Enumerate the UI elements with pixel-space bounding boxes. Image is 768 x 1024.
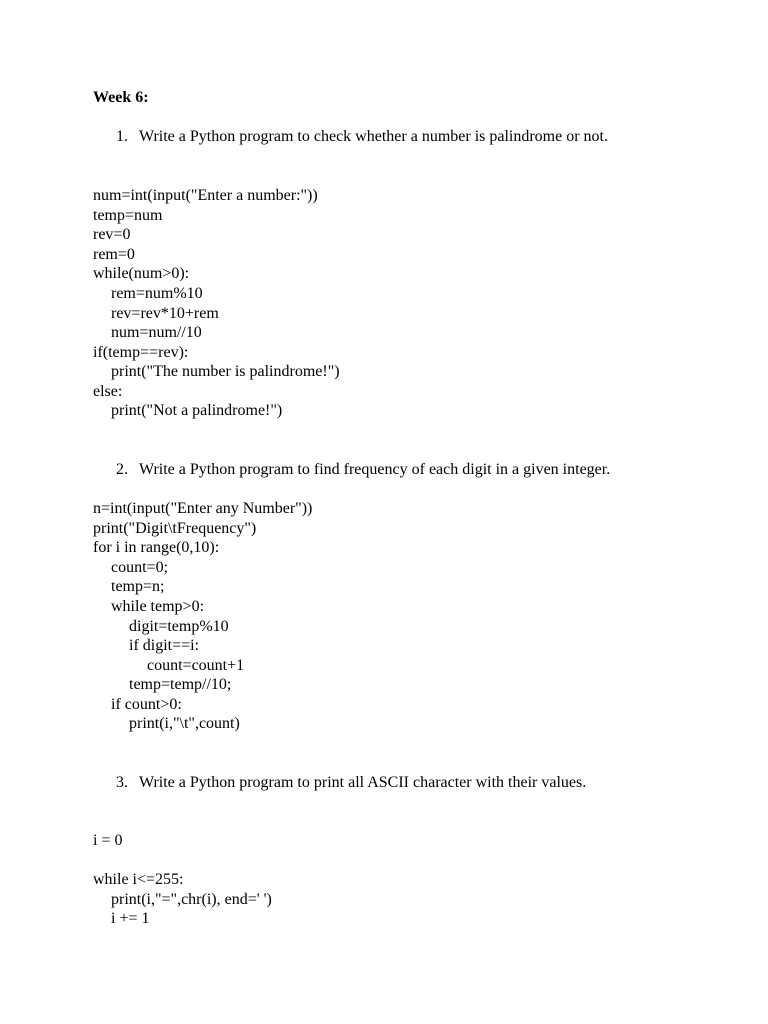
code-line: rev=0 <box>93 226 131 243</box>
question-text: Write a Python program to print all ASCII character with their values. <box>139 774 587 791</box>
code-line: print(i,"\t",count) <box>129 715 240 732</box>
code-line: if(temp==rev): <box>93 344 189 361</box>
code-line: if count>0: <box>111 696 182 713</box>
code-line: for i in range(0,10): <box>93 539 220 556</box>
code-line: temp=num <box>93 207 163 224</box>
question-2 <box>116 460 610 480</box>
code-line: temp=temp//10; <box>129 676 232 693</box>
question-text: Write a Python program to check whether a number is palindrome or not. <box>139 128 608 145</box>
question-number: 3. <box>116 774 128 791</box>
code-line: count=count+1 <box>147 657 245 674</box>
question-3 <box>116 773 586 793</box>
question-1 <box>116 127 608 147</box>
code-line: rem=num%10 <box>111 285 203 302</box>
code-line: num=int(input("Enter a number:")) <box>93 187 318 204</box>
code-line: rev=rev*10+rem <box>111 305 219 322</box>
code-line: num=num//10 <box>111 324 202 341</box>
question-number: 2. <box>116 461 128 478</box>
code-line: count=0; <box>111 559 169 576</box>
code-line: while temp>0: <box>111 598 205 615</box>
code-line: i = 0 <box>93 832 123 849</box>
code-line: print("Digit\tFrequency") <box>93 520 257 537</box>
question-text: Write a Python program to find frequency of each digit in a given integer. <box>139 461 611 478</box>
code-line: if digit==i: <box>129 637 200 654</box>
code-line: else: <box>93 383 123 400</box>
code-line: i += 1 <box>111 910 150 927</box>
code-line: print(i,"=",chr(i), end=' ') <box>111 891 272 908</box>
code-line: digit=temp%10 <box>129 618 229 635</box>
question-number: 1. <box>116 128 128 145</box>
code-line: rem=0 <box>93 246 135 263</box>
code-line: while(num>0): <box>93 265 190 282</box>
code-line: print("Not a palindrome!") <box>111 402 283 419</box>
page-heading: Week 6: <box>93 89 149 106</box>
code-line: print("The number is palindrome!") <box>111 363 340 380</box>
code-line: temp=n; <box>111 578 165 595</box>
code-line: n=int(input("Enter any Number")) <box>93 500 313 517</box>
code-line: while i<=255: <box>93 871 184 888</box>
